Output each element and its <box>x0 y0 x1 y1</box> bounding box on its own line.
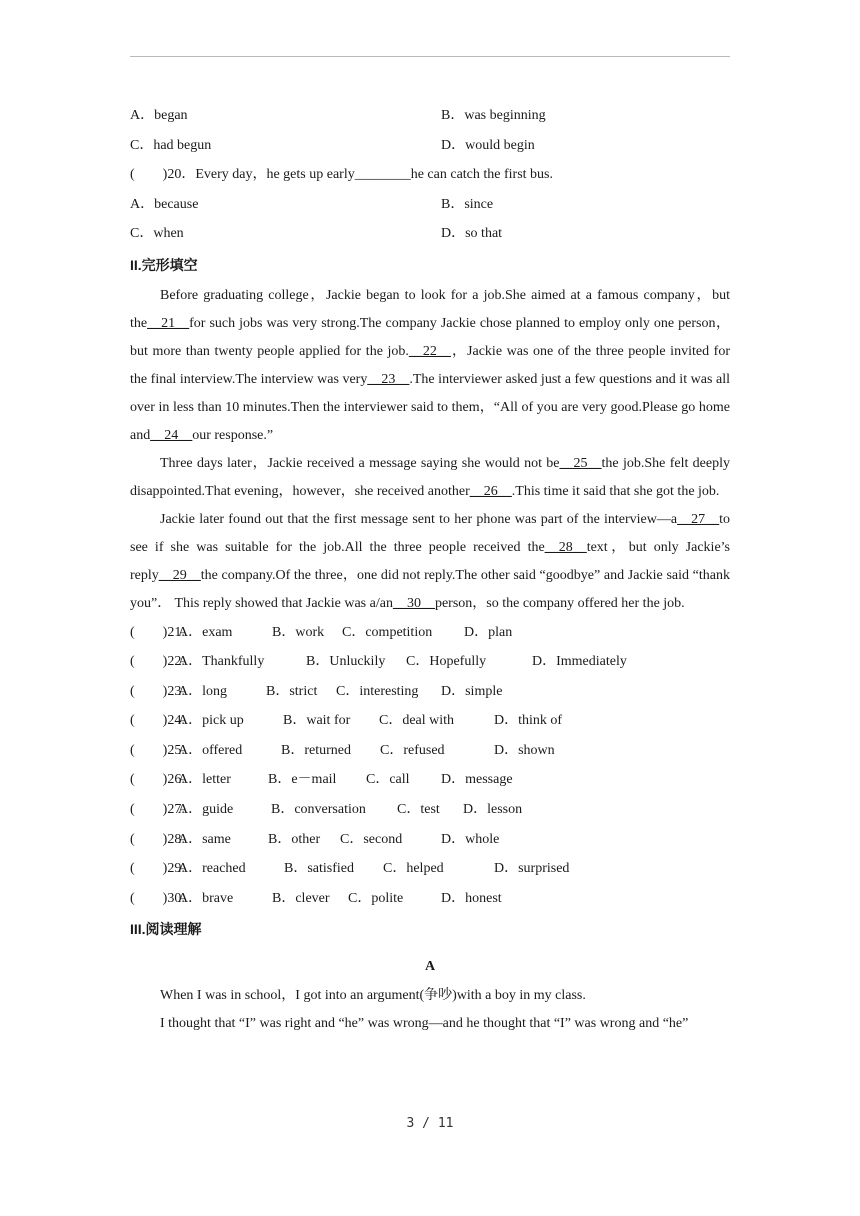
q20-option-a: A．because <box>130 196 199 212</box>
question-number: ( )21. <box>130 624 185 640</box>
blank-30: __30__ <box>392 595 435 611</box>
option-d: D．simple <box>441 683 503 699</box>
option-a: A．guide <box>178 802 234 818</box>
cloze-question-row <box>130 618 730 648</box>
cloze-question-row <box>130 736 730 766</box>
option-a: A．reached <box>178 861 246 877</box>
option-d: D．whole <box>441 831 500 847</box>
option-b: B．other <box>268 831 321 847</box>
text-run: .This time it said that she got the job. <box>511 483 720 499</box>
cloze-question-row <box>130 765 730 795</box>
option-d: D．honest <box>441 890 502 906</box>
q19-option-c: C．had begun <box>130 137 212 153</box>
option-c: C．helped <box>383 861 444 877</box>
blank-22: __22__ <box>408 343 451 359</box>
option-b: B．clever <box>272 890 330 906</box>
blank-29: __29__ <box>158 567 201 583</box>
text-run: the job.She felt deeply disappointed.That evening，however，she received another <box>130 455 730 499</box>
cloze-question-row <box>130 647 730 677</box>
text-run: for such jobs was very strong.The company Jackie chose planned to employ only one person，but more than twenty people applied for the job. <box>130 315 730 359</box>
option-a: A．offered <box>178 742 243 758</box>
q19-option-d: D．would begin <box>441 137 535 153</box>
q19-option-a: A．began <box>130 108 188 123</box>
option-c: C．competition <box>342 624 433 640</box>
question-number: ( )28. <box>130 831 185 847</box>
option-b: B．strict <box>266 683 318 699</box>
question-number: ( )23. <box>130 683 185 699</box>
option-b: B．satisfied <box>284 861 354 877</box>
option-c: C．deal with <box>379 713 455 729</box>
option-a: A．exam <box>178 624 233 640</box>
text-run: to see if she was suitable for the job.All the three people received the <box>130 511 730 555</box>
q20-options-row-2 <box>130 219 730 249</box>
option-d: D．plan <box>464 624 513 640</box>
blank-27: __27__ <box>677 511 720 527</box>
q20-option-d: D．so that <box>441 226 503 241</box>
text-run: text，but only Jackie’s reply <box>130 539 730 583</box>
blank-25: __25__ <box>559 455 602 471</box>
reading-line-1: When I was in school，I got into an argument(争吵)with a boy in my class. <box>160 988 586 1004</box>
blank-26: __26__ <box>469 483 512 499</box>
blank-23: __23__ <box>367 371 410 387</box>
option-b: B．conversation <box>271 802 366 818</box>
section-heading-reading: III.阅读理解 <box>130 921 202 938</box>
option-a: A．brave <box>178 890 234 906</box>
option-a: A．Thankfully <box>178 654 265 670</box>
cloze-paragraph-2 <box>130 450 730 506</box>
option-d: D．Immediately <box>532 654 627 670</box>
blank-21: __21__ <box>147 315 190 331</box>
option-d: D．message <box>441 772 513 788</box>
option-b: B．work <box>272 624 325 640</box>
cloze-paragraph-3 <box>130 506 730 618</box>
option-c: C．call <box>366 772 410 788</box>
option-c: C．refused <box>380 742 445 758</box>
header-rule <box>130 56 730 57</box>
q20-option-c: C．when <box>130 226 184 241</box>
cloze-question-list <box>130 618 730 914</box>
page-content <box>130 101 730 1038</box>
question-number: ( )29. <box>130 861 185 877</box>
text-run: the company.Of the three，one did not reply.The other said “goodbye” and Jackie said “thank you”． This reply showed that Jackie was a/an <box>130 567 730 611</box>
option-b: B．wait for <box>283 713 351 729</box>
option-c: C．second <box>340 831 403 847</box>
option-d: D．surprised <box>494 861 570 877</box>
option-a: A．letter <box>178 772 231 788</box>
option-a: A．pick up <box>178 713 244 729</box>
section-heading-cloze: II.完形填空 <box>130 256 198 273</box>
option-c: C．polite <box>348 890 404 906</box>
option-c: C．test <box>397 802 440 818</box>
page-number: 3 / 11 <box>406 1116 454 1131</box>
q19-option-b: B．was beginning <box>441 108 546 123</box>
text-run: person，so the company offered her the job. <box>434 595 685 611</box>
cloze-question-row <box>130 795 730 825</box>
option-d: D．lesson <box>463 802 523 818</box>
cloze-question-row <box>130 854 730 884</box>
reading-line-2: I thought that “I” was right and “he” was wrong—and he thought that “I” was wrong and “he” <box>160 1016 689 1032</box>
question-number: ( )22. <box>130 654 185 670</box>
text-run: .The interviewer asked just a few questions and it was all over in less than 10 minutes.Then the interviewer said to them，“All of you are very good.Please go home and <box>130 371 730 443</box>
question-number: ( )25. <box>130 742 185 758</box>
option-a: A．long <box>178 683 227 699</box>
cloze-question-row <box>130 825 730 855</box>
question-number: ( )26. <box>130 772 185 788</box>
q19-options-row-1 <box>130 101 730 131</box>
text-run: our response.” <box>192 427 274 443</box>
text-run: Three days later，Jackie received a message saying she would not be <box>160 455 560 471</box>
blank-24: __24__ <box>150 427 193 443</box>
cloze-question-row <box>130 884 730 914</box>
question-number: ( )30. <box>130 890 185 906</box>
option-d: D．shown <box>494 742 555 758</box>
q20-option-b: B．since <box>441 196 494 212</box>
text-run: Before graduating college，Jackie began to look for a job.She aimed at a famous company，but the <box>130 287 730 331</box>
option-c: C．interesting <box>336 683 419 699</box>
option-a: A．same <box>178 831 231 847</box>
q20-stem: ( )20．Every day，he gets up early________he can catch the first bus. <box>130 167 553 182</box>
passage-title: A <box>424 959 436 975</box>
q19-options-row-2 <box>130 131 730 161</box>
question-number: ( )24. <box>130 713 185 729</box>
text-run: ，Jackie was one of the three people invited for the final interview.The interview was very <box>130 343 730 387</box>
cloze-question-row <box>130 677 730 707</box>
option-b: B．e－mail <box>268 772 337 788</box>
option-d: D．think of <box>494 713 563 729</box>
q20-options-row-1 <box>130 190 730 220</box>
cloze-question-row <box>130 706 730 736</box>
blank-28: __28__ <box>544 539 587 555</box>
option-b: B．Unluckily <box>306 654 386 670</box>
option-b: B．returned <box>281 742 351 758</box>
cloze-paragraph-1 <box>130 282 730 450</box>
text-run: Jackie later found out that the first message sent to her phone was part of the interview—a <box>160 511 678 527</box>
question-number: ( )27. <box>130 802 185 818</box>
option-c: C．Hopefully <box>406 654 487 670</box>
